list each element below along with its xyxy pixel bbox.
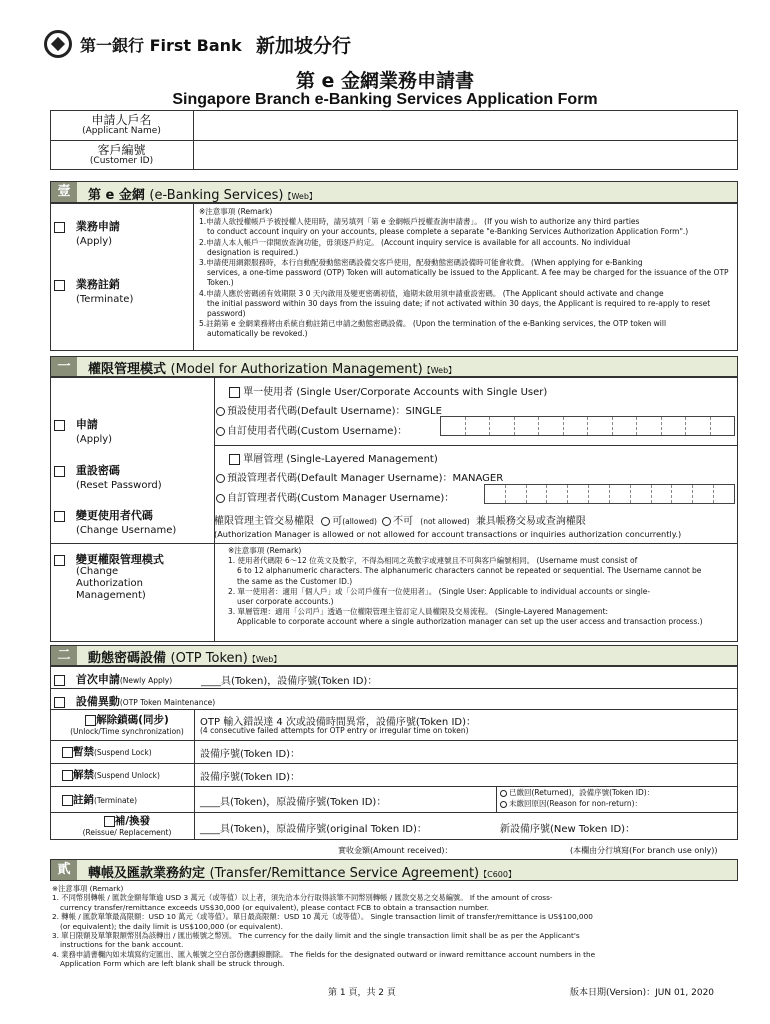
remark-line: automatically be revoked.): [207, 329, 308, 339]
default-manager-label: 預設管理者代碼(Default Manager Username)：MANAGER: [227, 473, 504, 484]
remark-line: 1.申請人欲授權帳戶予被授權人使用時，請另填列「第 e 金網帳戶授權查詢申請書」。 (If you wish to authorize any third parties: [199, 217, 640, 227]
suspend-lock-checkbox[interactable]: [62, 747, 73, 758]
form-title-zh: 第 e 金網業務申請書: [295, 70, 475, 92]
otp-change-label: 設備異動: [75, 695, 120, 708]
remark-title: ※注意事項 (Remark): [228, 546, 302, 555]
suspend-lock-option[interactable]: [62, 744, 152, 759]
custom-username-input[interactable]: [440, 416, 735, 436]
otp-terminate-checkbox[interactable]: [62, 795, 73, 806]
otp-number: 二: [51, 646, 77, 665]
otp-change-checkbox[interactable]: [54, 697, 65, 708]
not-allowed-radio[interactable]: [382, 517, 391, 526]
first-apply-label-en: (Newly Apply): [119, 676, 173, 685]
unlock-label-en: (Unlock/Time synchronization): [70, 727, 184, 736]
first-bank-logo-icon: [44, 30, 72, 58]
section1-title: 第 e 金網 (e-Banking Services)【Web】: [88, 188, 317, 203]
remark-line: services, a one-time password (OTP) Token will automatically be issued to the Applicant. A fee may be charged for the issuance of the OTP: [207, 268, 729, 278]
auth-apply-option[interactable]: [54, 416, 98, 432]
reset-password-label-en: (Reset Password): [76, 480, 162, 491]
reissue-value: ____具(Token)，原設備序號(original Token ID)：: [200, 824, 427, 835]
customer-id-label: 客戶編號: [97, 143, 146, 157]
single-user-checkbox[interactable]: [229, 387, 240, 398]
single-layer-checkbox[interactable]: [229, 454, 240, 465]
otp-change-label-en: (OTP Token Maintenance): [119, 698, 216, 707]
remark-line: to conduct account inquiry on your accounts, please complete a separate "e-Banking Services Authorization Application Form".): [207, 227, 689, 237]
suspend-unlock-checkbox[interactable]: [62, 770, 73, 781]
authority-label: 權限管理主管交易權限: [214, 516, 314, 527]
unlock-label: 解除鎖碼(同步): [96, 714, 169, 726]
remark-line: 1. 使用者代碼限 6～12 位英文及數字，不得為相同之英數字或連號且不可與客戶編號相同。 (Username must consist of: [228, 556, 638, 566]
unlock-checkbox[interactable]: [85, 715, 96, 726]
terminate-checkbox[interactable]: [54, 280, 65, 291]
terminate-label-en: (Terminate): [76, 294, 134, 305]
section1-number: 壹: [51, 182, 77, 202]
remark-line: currency transfer/remittance exceeds US$30,000 (or equivalent), please contact FCB to obtain a transaction number.: [60, 902, 489, 912]
default-manager-option[interactable]: [216, 469, 503, 484]
allowed-label: 可: [332, 516, 343, 527]
allowed-label-en: (allowed): [342, 517, 377, 526]
reset-password-option[interactable]: [54, 462, 120, 478]
reset-password-label: 重設密碼: [75, 464, 120, 477]
remark-line: 2. 轉帳 / 匯款單筆最高限額：USD 10 萬元（或等值）。單日最高限額：USD 10 萬元（或等值）。 Single transaction limit of transfer/remittance is US$100,000: [52, 912, 593, 922]
single-user-option[interactable]: [229, 383, 547, 398]
branch-use-only-label: (本欄由分行填寫(For branch use only)): [570, 846, 718, 855]
suspend-lock-label: 暫禁: [73, 746, 94, 758]
remark-line: designation is required.): [207, 247, 299, 257]
remark-line: 2. 單一使用者：適用「個人戶」或「公司戶僅有一位使用者」。 (Single User: Applicable to individual accounts or single-: [228, 586, 651, 596]
returned-option[interactable]: [500, 788, 654, 798]
otp-title: 動態密碼設備 (OTP Token)【Web】: [88, 651, 282, 666]
auth-apply-label-en: (Apply): [76, 434, 113, 445]
not-allowed-label-en: (not allowed): [420, 517, 470, 526]
section2-remarks: [52, 884, 738, 969]
allowed-radio[interactable]: [321, 517, 330, 526]
section2-number: 貳: [51, 860, 77, 880]
remark-line: Applicable to corporate account where a single authorization manager can set up the user access and transaction process.): [237, 617, 703, 627]
remark-line: Token.): [207, 278, 234, 288]
otp-terminate-option[interactable]: [62, 792, 137, 807]
auth-number: 一: [51, 357, 77, 376]
change-username-option[interactable]: [54, 507, 153, 523]
section2-title: 轉帳及匯款業務約定 (Transfer/Remittance Service Agreement)【C600】: [88, 866, 516, 881]
remark-line: 3. 單層管理：適用「公司戶」透過一位權限管理主管訂定人員權限及交易流程。 (Single-Layered Management:: [228, 607, 609, 617]
apply-ebanking-option[interactable]: [54, 218, 120, 234]
apply-label-en: (Apply): [76, 236, 113, 247]
unlock-option[interactable]: [60, 712, 194, 737]
suspend-unlock-label: 解禁: [73, 769, 94, 781]
change-username-label: 變更使用者代碼: [75, 509, 153, 522]
apply-checkbox[interactable]: [54, 222, 65, 233]
remark-line: the same as the Customer ID.): [237, 576, 353, 586]
suspend-lock-value: 設備序號(Token ID)：: [200, 749, 301, 760]
otp-terminate-label-en: (Terminate): [94, 796, 138, 805]
remark-line: (or equivalent); the daily limit is US$100,000 (or equivalent).: [60, 921, 283, 931]
remark-title: ※注意事項 (Remark): [52, 884, 124, 893]
remark-line: 4.申請人應於密碼函有效期限 3 0 天內啟用及變更密碼初值，逾期未啟用須申請重設密碼。 (The Applicant should activate and change: [199, 288, 664, 298]
reissue-checkbox[interactable]: [104, 816, 115, 827]
custom-manager-radio[interactable]: [216, 494, 225, 503]
terminate-label: 業務註銷: [75, 278, 120, 291]
suspend-unlock-label-en: (Suspend Unlock): [94, 771, 160, 780]
default-username-option[interactable]: [216, 402, 442, 417]
suspend-lock-label-en: (Suspend Lock): [94, 748, 152, 757]
section1-remarks: [199, 207, 735, 340]
remark-line: instructions for the bank account.: [60, 940, 184, 950]
remark-title: ※注意事項 (Remark): [199, 207, 273, 216]
change-auth-mode-checkbox[interactable]: [54, 555, 65, 566]
suspend-unlock-option[interactable]: [62, 767, 160, 782]
remark-line: Application Form which are left blank shall be struck through.: [60, 959, 285, 969]
change-auth-mode-label-en: (Change Authorization Management): [76, 566, 146, 601]
amount-received-label: 實收金額(Amount received)：: [338, 846, 453, 855]
remark-line: 4. 業務申請書欄內如未填寫約定匯出、匯入帳號之空白部份應劃線刪除。 The fields for the designated outward or inward remittance account numbers in the: [52, 949, 596, 959]
authority-tail: 兼具帳務交易或查詢權限: [475, 516, 586, 527]
applicant-name-label-en: (Applicant Name): [82, 126, 161, 136]
remark-line: user corporate accounts.): [237, 597, 334, 607]
reissue-option[interactable]: [60, 813, 194, 838]
remark-line: 1. 不同幣別轉帳 / 匯款金額每筆逾 USD 3 萬元（或等值）以上者，須先洽本分行取得該筆不同幣別轉帳 / 匯款交易之交易編號。 If the amount of cross-: [52, 893, 553, 903]
terminate-ebanking-option[interactable]: [54, 276, 120, 292]
version-date: 版本日期(Version)：JUN 01, 2020: [570, 988, 715, 998]
default-username-radio[interactable]: [216, 407, 225, 416]
customer-id-field[interactable]: [195, 142, 735, 168]
otp-terminate-value: ____具(Token)，原設備序號(Token ID)：: [200, 797, 387, 808]
remark-line: 6 to 12 alphanumeric characters. The alphanumeric characters cannot be repeated or sequential. The Username cannot be: [237, 566, 702, 576]
unlock-note: (4 consecutive failed attempts for OTP entry or irregular time on token): [200, 726, 469, 735]
auth-apply-label: 申請: [75, 418, 98, 431]
branch-name: 新加坡分行: [256, 35, 352, 57]
first-apply-value: ____具(Token)，設備序號(Token ID)：: [201, 676, 378, 687]
first-apply-label: 首次申請: [75, 673, 120, 686]
unlock-value: OTP 輸入錯誤達 4 次或設備時間異常，設備序號(Token ID)：: [200, 717, 476, 728]
authority-note: (Authorization Manager is allowed or not allowed for account transactions or inquiries authorization concurrently.): [214, 529, 682, 539]
reset-password-checkbox[interactable]: [54, 466, 65, 477]
reissue-label: 補/換發: [114, 815, 151, 827]
new-token-id-label: 新設備序號(New Token ID)：: [500, 824, 636, 835]
remark-line: the initial password within 30 days from the issuing date; if not activated within 30 days, the Applicant is required to re-apply to reset: [207, 298, 711, 308]
returned-radio[interactable]: [500, 790, 507, 797]
single-user-label: 單一使用者 (Single User/Corporate Accounts with Single User): [243, 387, 548, 398]
single-layer-label: 單層管理 (Single-Layered Management): [243, 454, 438, 465]
change-username-label-en: (Change Username): [76, 525, 177, 536]
form-title-en: Singapore Branch e-Banking Services Application Form: [172, 91, 598, 108]
applicant-name-label: 申請人戶名: [91, 113, 152, 127]
remark-line: 5.註銷第 e 金網業務將由系統自動註銷已申請之動態密碼設備。 (Upon the termination of the e-Banking services, the OTP token will: [199, 319, 667, 329]
custom-username-option[interactable]: [216, 422, 407, 437]
not-allowed-label: 不可: [393, 516, 414, 527]
reissue-label-en: (Reissue/ Replacement): [82, 828, 172, 837]
returned-label: 已繳回(Returned)，設備序號(Token ID)：: [509, 788, 655, 797]
apply-label: 業務申請: [75, 220, 120, 233]
auth-apply-checkbox[interactable]: [54, 420, 65, 431]
single-layer-option[interactable]: [229, 450, 438, 465]
custom-username-label: 自訂使用者代碼(Custom Username)：: [227, 426, 408, 437]
custom-manager-label: 自訂管理者代碼(Custom Manager Username)：: [227, 493, 455, 504]
custom-manager-option[interactable]: [216, 489, 454, 504]
page-number: 第 1 頁，共 2 頁: [328, 988, 396, 998]
auth-title: 權限管理模式 (Model for Authorization Management)【Web】: [88, 362, 457, 377]
otp-change-option[interactable]: [54, 693, 215, 709]
change-auth-mode-label: 變更權限管理模式: [75, 553, 164, 566]
remark-line: 3. 單日限額及單筆限額幣別為該轉出 / 匯出帳號之幣別。 The currency for the daily limit and the single transaction limit shall be as per the Applicant's: [52, 931, 580, 941]
default-username-label: 預設使用者代碼(Default Username)：SINGLE: [227, 406, 442, 417]
otp-terminate-label: 註銷: [73, 794, 94, 806]
change-username-checkbox[interactable]: [54, 511, 65, 522]
custom-manager-input[interactable]: [484, 484, 735, 504]
remark-line: 3.申請使用網銀服務時，本行自動配發動態密碼設備交客戶使用，配發動態密碼設備時可能會收費。 (When applying for e-Banking: [199, 258, 643, 268]
default-manager-radio[interactable]: [216, 474, 225, 483]
not-returned-label: 未繳回原因(Reason for non-return)：: [509, 799, 643, 808]
first-apply-checkbox[interactable]: [54, 675, 65, 686]
remark-line: password): [207, 309, 246, 319]
change-auth-mode-option[interactable]: [54, 551, 164, 567]
bank-name: 第一銀行 First Bank: [80, 36, 242, 55]
remark-line: 2.申請人本人帳戶一律開放查詢功能，毋須逐戶約定。 (Account inquiry service is available for all accounts. No individual: [199, 237, 631, 247]
not-returned-radio[interactable]: [500, 801, 507, 808]
otp-first-apply-option[interactable]: [54, 671, 172, 687]
not-returned-option[interactable]: [500, 799, 642, 809]
custom-username-radio[interactable]: [216, 427, 225, 436]
applicant-name-field[interactable]: [195, 112, 735, 138]
suspend-unlock-value: 設備序號(Token ID)：: [200, 772, 301, 783]
manager-authority-row: [214, 512, 586, 527]
customer-id-label-en: (Customer ID): [89, 156, 154, 166]
auth-remarks: [228, 546, 736, 628]
